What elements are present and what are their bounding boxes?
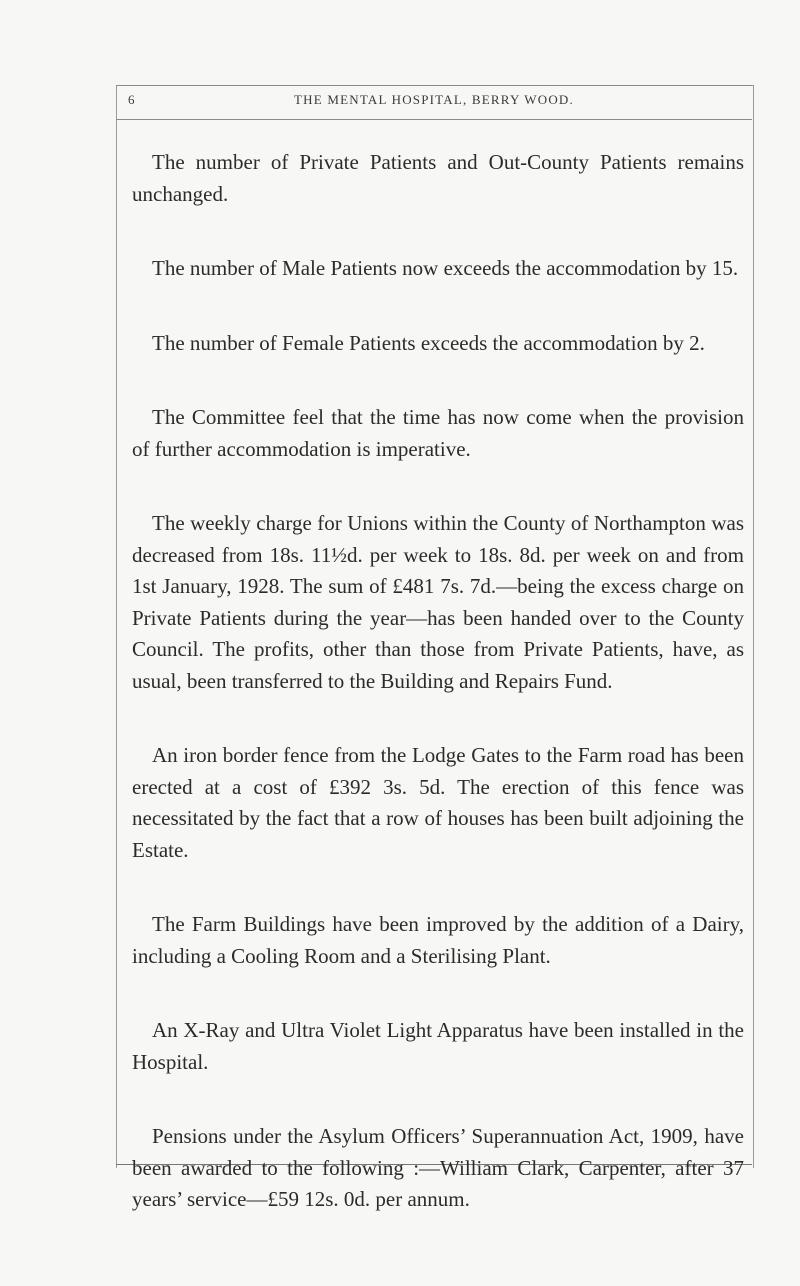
paragraph-text: An X-Ray and Ultra Violet Light Apparatus have been installed in the Hospital. xyxy=(132,1018,744,1074)
paragraph-text: The number of Male Patients now exceeds the accommodation by 15. xyxy=(152,256,739,280)
page-number: 6 xyxy=(128,92,136,107)
top-rule xyxy=(116,85,752,86)
paragraph-committee xyxy=(132,402,744,465)
paragraph-text: The Farm Buildings have been improved by the addition of a Dairy, including a Cooling Room and a Sterilising Plant. xyxy=(132,912,744,968)
running-title: THE MENTAL HOSPITAL, BERRY WOOD. xyxy=(294,92,574,107)
paragraph-text: An iron border fence from the Lodge Gates to the Farm road has been erected at a cost of £392 3s. 5d. The erection of this fence was necessitated by the fact that a row of houses has been built adjoining the Estate. xyxy=(132,743,744,862)
header-rule xyxy=(116,119,752,120)
paragraph-text: Pensions under the Asylum Officers’ Superannuation Act, 1909, have been awarded to the following :—William Clark, Carpenter, after 37 years’ service—£59 12s. 0d. per annum. xyxy=(132,1124,744,1211)
paragraph-text: The weekly charge for Unions within the County of Northampton was decreased from 18s. 11½d. per week to 18s. 8d. per week on and from 1st January, 1928. The sum of £481 7s. 7d.—being the excess charge on Private Patients during the year—has been handed over to the County Council. The profits, other than those from Private Patients, have, as usual, been transferred to the Building and Repairs Fund. xyxy=(132,511,744,693)
paragraph-patients-unchanged xyxy=(132,147,744,210)
paragraph-xray xyxy=(132,1015,744,1078)
body-text xyxy=(132,147,744,1259)
paragraph-farm-buildings xyxy=(132,909,744,972)
paragraph-male-patients xyxy=(132,253,744,285)
paragraph-text: The number of Female Patients exceeds the accommodation by 2. xyxy=(152,330,705,355)
paragraph-weekly-charge xyxy=(132,508,744,697)
paragraph-pensions xyxy=(132,1121,744,1216)
paragraph-text: The number of Private Patients and Out-County Patients remains unchanged. xyxy=(132,150,744,206)
paragraph-text: The Committee feel that the time has now come when the provision of further accommodation is imperative. xyxy=(132,405,744,461)
paragraph-female-patients xyxy=(132,328,744,360)
running-header xyxy=(128,92,740,114)
paragraph-fence xyxy=(132,740,744,866)
